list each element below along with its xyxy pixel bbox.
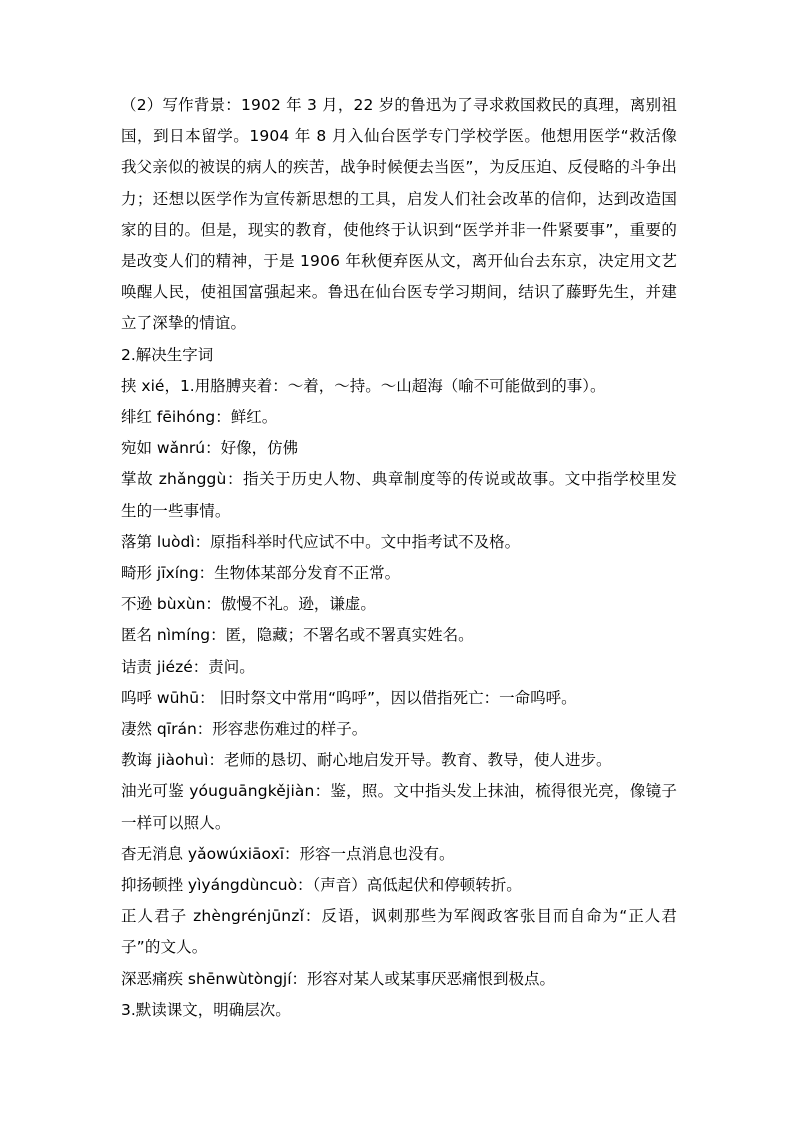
vocab-entry: 挟 xié，1.用胳膊夹着：～着，～持。～山超海（喻不可能做到的事）。 — [121, 376, 606, 395]
vocab-entry: 绯红 fēihóng：鲜红。 — [121, 408, 278, 427]
vocabulary-list — [121, 371, 677, 995]
vocab-entry: 掌故 zhǎnggù：指关于历史人物、典章制度等的传说或故事。文中指学校里发生的一些事情。 — [121, 470, 677, 520]
vocab-entry: 教诲 jiàohuì：老师的恳切、耐心地启发开导。教育、教导，使人进步。 — [121, 751, 612, 770]
section-heading-reading: 3.默读课文，明确层次。 — [121, 1000, 291, 1019]
vocab-entry: 不逊 bùxùn：傲慢不礼。逊，谦虚。 — [121, 595, 376, 614]
background-paragraph: （2）写作背景：1902 年 3 月，22 岁的鲁迅为了寻求救国救民的真理，离别祖国，到日本留学。1904 年 8 月入仙台医学专门学校学医。他想用医学“救活像我父亲似的被误的病人的疾苦，战争时候便去当医”，为反压迫、反侵略的斗争出力；还想以医学作为宣传新思想的工具，启发人们社会改革的信仰，达到改造国家的目的。但是，现实的教育，使他终于认识到“医学并非一件紧要事”，重要的是改变人们的精神，于是 1906 年秋便弃医从文，离开仙台去东京，决定用文艺唤醒人民，使祖国富强起来。鲁迅在仙台医专学习期间，结识了藤野先生，并建立了深挚的情谊。 — [121, 96, 677, 333]
section-heading-vocabulary: 2.解决生字词 — [121, 345, 214, 364]
vocab-entry: 杳无消息 yǎowúxiāoxī：形容一点消息也没有。 — [121, 844, 455, 863]
vocab-entry: 落第 luòdì：原指科举时代应试不中。文中指考试不及格。 — [121, 532, 521, 551]
vocab-entry: 宛如 wǎnrú：好像，仿佛 — [121, 439, 299, 458]
vocab-entry: 正人君子 zhèngrénjūnzǐ：反语，讽刺那些为军阀政客张目而自命为“正人君子”的文人。 — [121, 907, 677, 957]
vocab-entry: 抑扬顿挫 yìyángdùncuò：（声音）高低起伏和停顿转折。 — [121, 876, 522, 895]
vocab-entry: 呜呼 wūhū： 旧时祭文中常用“呜呼”，因以借指死亡：一命呜呼。 — [121, 688, 577, 707]
vocab-entry: 凄然 qīrán：形容悲伤难过的样子。 — [121, 720, 368, 739]
vocab-entry: 油光可鉴 yóuguāngkějiàn：鉴，照。文中指头发上抹油，梳得很光亮，像镜子一样可以照人。 — [121, 782, 677, 832]
vocab-entry: 畸形 jīxíng：生物体某部分发育不正常。 — [121, 564, 401, 583]
vocab-entry: 匿名 nìmíng：匿，隐藏；不署名或不署真实姓名。 — [121, 626, 474, 645]
vocab-entry: 诘责 jiézé：责问。 — [121, 657, 255, 676]
document-page — [121, 90, 677, 1026]
vocab-entry: 深恶痛疾 shēnwùtòngjí：形容对某人或某事厌恶痛恨到极点。 — [121, 969, 556, 988]
